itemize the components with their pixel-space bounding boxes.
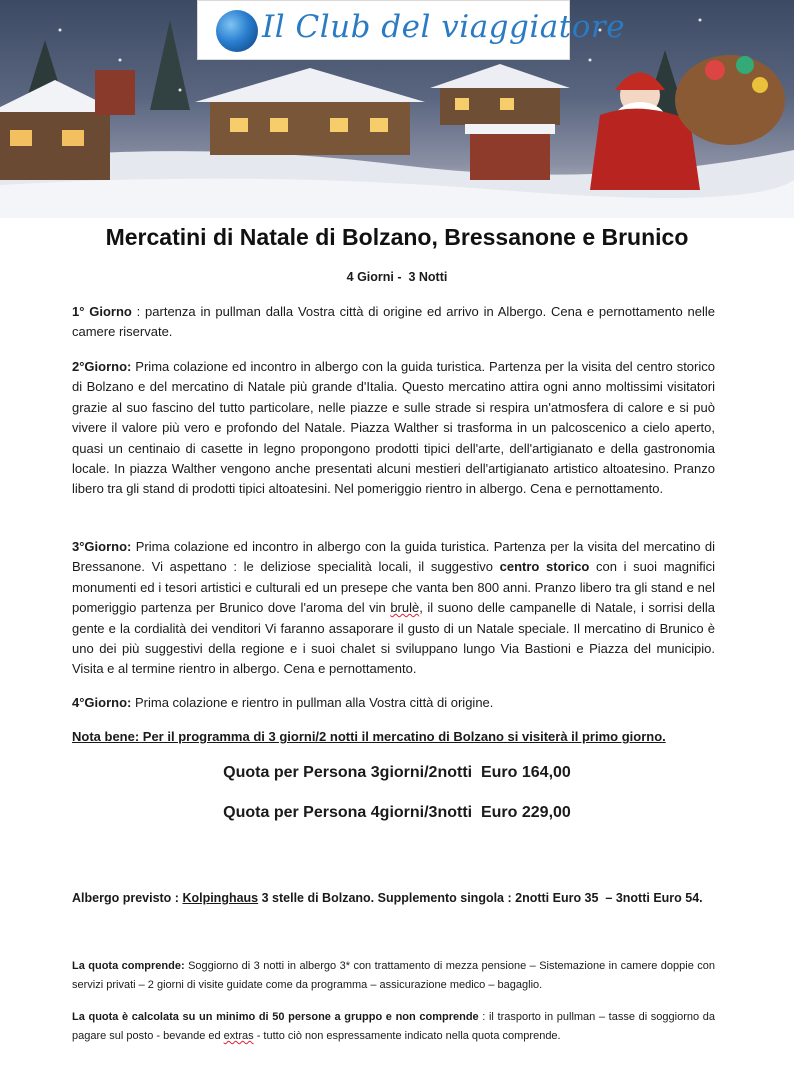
excludes-text-a: : il trasporto in pullman – tasse di soggiorno da pagare sul posto - bevande ed: [72, 1011, 715, 1042]
day-4-text: Prima colazione e rientro in pullman alla Vostra città di origine.: [131, 695, 494, 710]
day-3-text-a: Prima colazione ed incontro in albergo con la guida turistica. Partenza per la visita del mercatino di Bressanone. Vi aspettano : le deliziose specialità locali, il suggestivo: [72, 539, 715, 575]
header-banner: [0, 0, 794, 218]
logo-text: Il Club del viaggiatore: [262, 9, 626, 45]
globe-icon: [216, 10, 258, 52]
day-2-text: Prima colazione ed incontro in albergo con la guida turistica. Partenza per la visita del centro storico di Bolzano e del mercatino di Natale più grande d'Italia. Questo mercatino attira ogni anno moltissimi visitatori grazie al suo fascino del tutto particolare, nelle piazze e sulle strade si respira un'atmosfera di calore e si può vivere il valore più vero e profondo del Natale. Piazza Walther si trasforma in un palcoscenico a cielo aperto, quasi un centinaio di casette in legno propongono prodotti tipici dell'arte, dell'artigianato e della gastronomia locale. In piazza Walther vengono anche presentati alcuni mestieri dell'artigianato artistico altoatesino. Pranzo libero tra gli stand di prodotti tipici altoatesini. Nel pomeriggio rientro in albergo. Cena e pernottamento.: [72, 359, 715, 497]
hotel-prefix: Albergo previsto :: [72, 891, 183, 905]
includes-label: La quota comprende:: [72, 960, 185, 972]
day-3-label: 3°Giorno:: [72, 539, 132, 554]
day-3-text-c: , il suono delle campanelle di Natale, i sorrisi della gente e la cordialità dei venditori Vi faranno assaporare il gusto di un Natale speciale. Il mercatino di Brunico è uno dei più suggestivi della regione e i suoi chalet si sviluppano lungo Via Bastioni e Piazza del municipio. Visita e al termine rientro in albergo. Cena e pernottamento.: [72, 600, 716, 677]
nota-bene: Nota bene: Per il programma di 3 giorni/2 notti il mercatino di Bolzano si visiterà il primo giorno.: [72, 729, 666, 744]
hotel-name: Kolpinghaus: [182, 891, 259, 905]
hotel-info: [72, 891, 703, 905]
day-2-label: 2°Giorno:: [72, 359, 132, 374]
hotel-suffix: 3 stelle di Bolzano. Supplemento singola : 2notti Euro 35 – 3notti Euro 54.: [258, 891, 703, 905]
page-title: Mercatini di Natale di Bolzano, Bressanone e Brunico: [105, 224, 689, 250]
excludes-text-b: - tutto ciò non espressamente indicato nella quota comprende.: [253, 1030, 561, 1042]
logo-box: [197, 0, 626, 60]
day-4-label: 4°Giorno:: [72, 695, 132, 710]
day-1-text: : partenza in pullman dalla Vostra città di origine ed arrivo in Albergo. Cena e pernottamento nelle camere riservate.: [72, 304, 715, 340]
day-3-wavy-word: brulè: [390, 600, 420, 616]
price-3-days: Quota per Persona 3giorni/2notti Euro 164,00: [223, 764, 571, 781]
page-subtitle: 4 Giorni - 3 Notti: [346, 270, 448, 284]
day-2-paragraph: [72, 357, 715, 500]
day-3-bold-mid: centro storico: [499, 559, 590, 575]
price-4-days: Quota per Persona 4giorni/3notti Euro 229,00: [223, 804, 571, 821]
day-3-text-b: con i suoi magnifici monumenti ed i tesori artistici e culturali ed un presepe che vanta ben 800 anni. Pranzo libero tra gli stand e nel pomeriggio partenza per Brunico dove l'aroma del vin: [72, 559, 715, 616]
excludes-label: La quota è calcolata su un minimo di 50 persone a gruppo e non comprende: [72, 1011, 479, 1023]
includes-paragraph: [72, 957, 715, 995]
day-1-label: 1° Giorno: [72, 304, 132, 319]
excludes-paragraph: [72, 1008, 715, 1046]
excludes-wavy-word: extras: [223, 1030, 254, 1042]
day-4-paragraph: [72, 693, 715, 713]
day-1-paragraph: [72, 302, 715, 343]
includes-text: Soggiorno di 3 notti in albergo 3* con trattamento di mezza pensione – Sistemazione in camere doppie con servizi privati – 2 giorni di visite guidate come da programma – assicurazione medico – bagaglio.: [72, 960, 716, 991]
day-3-paragraph: [72, 537, 715, 680]
